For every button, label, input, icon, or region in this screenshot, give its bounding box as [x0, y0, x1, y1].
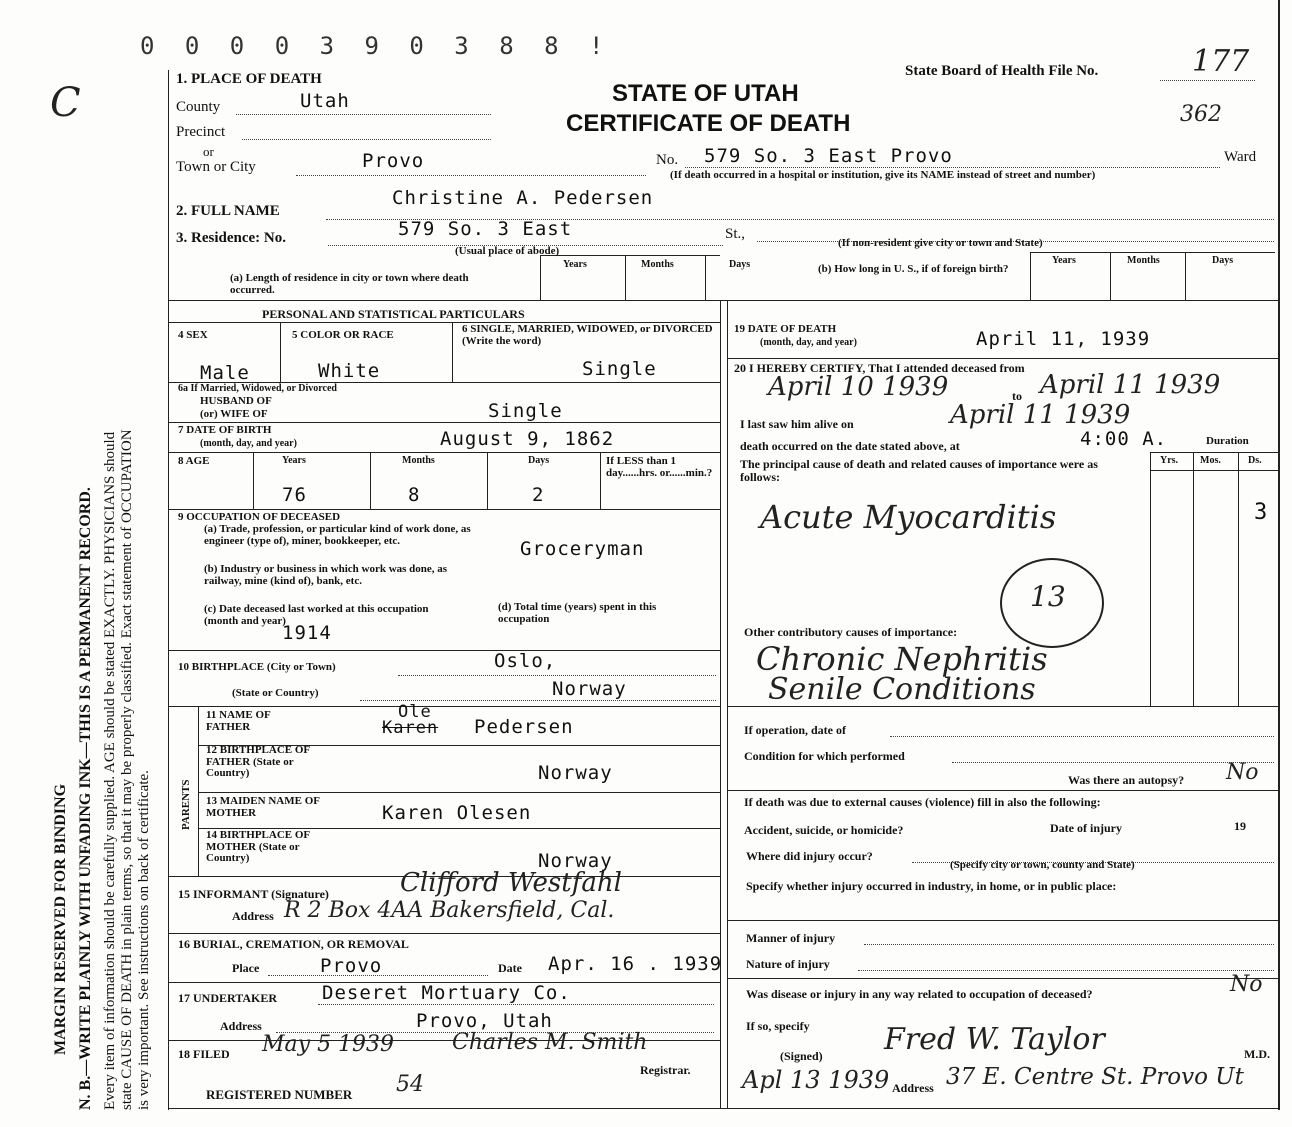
or-label: or	[203, 144, 214, 159]
in-us-label: (b) How long in U. S., if of foreign birth?	[818, 263, 1009, 275]
physician-address: 37 E. Centre St. Provo Ut	[946, 1064, 1244, 1090]
dob-sub-label: (month, day, and year)	[200, 438, 297, 449]
condition-label: Condition for which performed	[744, 749, 905, 763]
place-of-death-label: 1. PLACE OF DEATH	[176, 71, 322, 87]
state-title: STATE OF UTAH	[612, 80, 799, 107]
sex-label: 4 SEX	[178, 329, 208, 341]
date-of-death-sub: (month, day, and year)	[760, 337, 857, 348]
margin-notice-ink: N. B.—WRITE PLAINLY WITH UNFADING INK—THIS IS A PERMANENT RECORD.	[77, 487, 94, 1110]
burial-label: 16 BURIAL, CREMATION, OR REMOVAL	[178, 937, 409, 951]
usual-abode-note: (Usual place of abode)	[455, 245, 560, 257]
mother-birthplace-label: 14 BIRTHPLACE OF MOTHER (State or Country)	[206, 829, 310, 865]
operation-label: If operation, date of	[744, 723, 846, 737]
burial-place-label: Place	[232, 961, 260, 975]
informant-address: R 2 Box 4AA Bakersfield, Cal.	[284, 898, 615, 923]
occupation-b-label: (b) Industry or business in which work was done, as railway, mine (kind of), bank, etc.	[204, 563, 448, 587]
occupation-c-label: (c) Date deceased last worked at this occupation (month and year)	[204, 603, 429, 627]
father-name: Pedersen	[474, 716, 574, 738]
filed-date: May 5 1939	[262, 1032, 395, 1057]
other-cause-2: Senile Conditions	[768, 672, 1036, 707]
manner-injury-label: Manner of injury	[746, 931, 836, 945]
town-value: Provo	[362, 150, 425, 172]
birthplace-label: 10 BIRTHPLACE (City or Town)	[178, 661, 336, 673]
attended-to: April 11 1939	[1040, 370, 1221, 400]
where-injury-label: Where did injury occur?	[746, 849, 873, 863]
mos-label: Mos.	[1200, 455, 1221, 466]
undertaker-label: 17 UNDERTAKER	[178, 991, 278, 1005]
parents-label: PARENTS	[180, 779, 192, 830]
less-than-day-label: If LESS than 1 day......hrs. or......min.?	[606, 455, 713, 479]
physician-address-label: Address	[892, 1081, 934, 1095]
where-injury-note: (Specify city or town, county and State)	[950, 859, 1135, 871]
registered-number: 54	[396, 1072, 424, 1097]
age-days: 2	[532, 484, 545, 506]
md-label: M.D.	[1244, 1047, 1270, 1061]
occupation-related-answer: No	[1230, 972, 1263, 997]
color-value: White	[318, 360, 381, 382]
full-name: Christine A. Pedersen	[392, 187, 654, 209]
certificate-number: 0 0 0 0 3 9 0 3 8 8 !	[140, 32, 612, 60]
registered-number-label: REGISTERED NUMBER	[206, 1087, 353, 1102]
mother-birthplace: Norway	[538, 850, 613, 872]
last-worked-value: 1914	[282, 622, 332, 644]
nature-injury-label: Nature of injury	[746, 957, 830, 971]
non-resident-note: (If non-resident give city or town and State)	[838, 237, 1043, 249]
cause-label: The principal cause of death and related causes of importance were as follows:	[740, 457, 1098, 484]
filed-label: 18 FILED	[178, 1047, 230, 1061]
death-address: 579 So. 3 East Provo	[704, 145, 953, 167]
dob-label: 7 DATE OF BIRTH	[178, 424, 272, 436]
full-name-label: 2. FULL NAME	[176, 203, 280, 219]
principal-cause: Acute Myocarditis	[760, 498, 1057, 536]
birthplace-city: Oslo,	[494, 650, 557, 672]
informant-signature: Clifford Westfahl	[400, 868, 622, 898]
state-board-number: 177	[1192, 44, 1250, 79]
occupation-value: Groceryman	[520, 538, 645, 560]
spouse-label-c: (or) WIFE OF	[200, 408, 268, 420]
coding-stamp-number: 13	[1030, 580, 1066, 613]
to-label: to	[1012, 389, 1022, 403]
date-of-death: April 11, 1939	[976, 328, 1151, 350]
state-board-label: State Board of Health File No.	[905, 63, 1099, 79]
marital-label: 6 SINGLE, MARRIED, WIDOWED, or DIVORCED (Write the word)	[462, 323, 713, 347]
occupation-a-label: (a) Trade, profession, or particular kind of work done, as engineer (type of), miner, bookkeeper, etc.	[204, 523, 471, 547]
signed-date: Apl 13 1939	[742, 1066, 890, 1094]
if-so-label: If so, specify	[746, 1019, 810, 1033]
undertaker-address-label: Address	[220, 1019, 262, 1033]
certificate-title: CERTIFICATE OF DEATH	[566, 110, 851, 137]
dob-value: August 9, 1862	[440, 428, 615, 450]
sex-value: Male	[200, 362, 250, 384]
occupation-d-label: (d) Total time (years) spent in this occupation	[498, 601, 657, 625]
other-cause-1: Chronic Nephritis	[756, 640, 1048, 678]
coding-stamp	[1000, 558, 1104, 648]
duration-label: Duration	[1206, 435, 1249, 447]
last-saw-label: I last saw him alive on	[740, 417, 854, 431]
margin-notice-binding: MARGIN RESERVED FOR BINDING	[52, 783, 69, 1055]
autopsy-answer: No	[1226, 760, 1259, 785]
personal-header: PERSONAL AND STATISTICAL PARTICULARS	[262, 307, 525, 321]
certify-label: 20 I HEREBY CERTIFY, That I attended deceased from	[734, 361, 1025, 375]
no-label: No.	[656, 152, 679, 168]
physician-signature: Fred W. Taylor	[884, 1022, 1105, 1057]
ward-label: Ward	[1224, 149, 1257, 165]
mother-name-label: 13 MAIDEN NAME OF MOTHER	[206, 795, 320, 819]
registrar-label: Registrar.	[640, 1063, 691, 1077]
undertaker-address: Provo, Utah	[416, 1010, 553, 1032]
signed-label: (Signed)	[780, 1049, 823, 1063]
birthplace-country: Norway	[552, 678, 627, 700]
us-years-label: Years	[1052, 255, 1076, 266]
informant-address-label: Address	[232, 909, 274, 923]
date-of-death-label: 19 DATE OF DEATH	[734, 323, 837, 335]
attended-from: April 10 1939	[768, 372, 949, 402]
res-years-label: Years	[563, 259, 587, 270]
margin-notice-line4: state CAUSE OF DEATH in plain terms, so that it may be properly classified. Exact statement of OCCUPATION	[119, 429, 135, 1110]
accident-label: Accident, suicide, or homicide?	[744, 823, 904, 837]
age-months: 8	[408, 484, 421, 506]
age-months-label: Months	[402, 455, 435, 466]
town-label: Town or City	[176, 159, 256, 175]
birthplace-state-label: (State or Country)	[232, 687, 319, 699]
county-value: Utah	[300, 90, 350, 112]
registrar-signature: Charles M. Smith	[452, 1030, 648, 1055]
father-name-label: 11 NAME OF FATHER	[206, 709, 271, 733]
external-causes-label: If death was due to external causes (violence) fill in also the following:	[744, 795, 1101, 809]
father-birthplace: Norway	[538, 762, 613, 784]
age-years-label: Years	[282, 455, 306, 466]
last-saw-date: April 11 1939	[950, 400, 1131, 430]
father-struck-name: Karen	[382, 718, 439, 738]
death-time-label: death occurred on the date stated above, at	[740, 439, 960, 453]
occupation-related-label: Was disease or injury in any way related to occupation of deceased?	[746, 987, 1093, 1001]
mother-name: Karen Olesen	[382, 802, 532, 824]
cause-duration-days: 3	[1254, 500, 1269, 525]
other-causes-label: Other contributory causes of importance:	[744, 625, 958, 639]
marital-value: Single	[582, 358, 657, 380]
spouse-label-a: 6a If Married, Widowed, or Divorced	[178, 383, 337, 394]
father-birthplace-label: 12 BIRTHPLACE OF FATHER (State or Country)	[206, 744, 310, 780]
father-correction: Ole	[398, 702, 432, 722]
precinct-label: Precinct	[176, 124, 226, 140]
us-months-label: Months	[1127, 255, 1160, 266]
margin-letter: C	[50, 80, 81, 126]
informant-label: 15 INFORMANT (Signature)	[178, 887, 329, 901]
street-label: St.,	[725, 226, 746, 242]
death-time: 4:00 A.	[1080, 428, 1168, 450]
handwritten-note: 362	[1180, 102, 1222, 127]
date-of-injury-label: Date of injury	[1050, 821, 1122, 835]
us-days-label: Days	[1212, 255, 1234, 266]
ds-label: Ds.	[1248, 455, 1262, 466]
burial-date: Apr. 16 . 1939	[548, 953, 723, 975]
burial-date-label: Date	[498, 961, 522, 975]
age-label: 8 AGE	[178, 455, 210, 467]
injury-year-label: 19	[1234, 819, 1246, 833]
hospital-note: (If death occurred in a hospital or institution, give its NAME instead of street and number)	[670, 169, 1096, 181]
spouse-value: Single	[488, 400, 563, 422]
burial-place: Provo	[320, 955, 383, 977]
margin-notice-line3: Every item of information should be carefully supplied. AGE should be stated EXACTLY. PHYSICIANS should	[102, 431, 118, 1110]
age-days-label: Days	[528, 455, 550, 466]
age-years: 76	[282, 484, 307, 506]
occupation-label: 9 OCCUPATION OF DECEASED	[178, 511, 341, 523]
color-label: 5 COLOR OR RACE	[292, 329, 394, 341]
margin-notice-line5: is very important. See instructions on back of certificate.	[136, 770, 152, 1110]
res-months-label: Months	[641, 259, 674, 270]
length-residence-label: (a) Length of residence in city or town where death occurred.	[230, 272, 469, 296]
spouse-label-b: HUSBAND OF	[200, 395, 272, 407]
residence-value: 579 So. 3 East	[398, 218, 573, 240]
county-label: County	[176, 99, 221, 115]
specify-injury-label: Specify whether injury occurred in industry, in home, or in public place:	[746, 879, 1117, 893]
residence-label: 3. Residence: No.	[176, 230, 286, 246]
res-days-label: Days	[729, 259, 751, 270]
autopsy-label: Was there an autopsy?	[1068, 773, 1185, 787]
undertaker-value: Deseret Mortuary Co.	[322, 982, 571, 1004]
yrs-label: Yrs.	[1160, 455, 1179, 466]
